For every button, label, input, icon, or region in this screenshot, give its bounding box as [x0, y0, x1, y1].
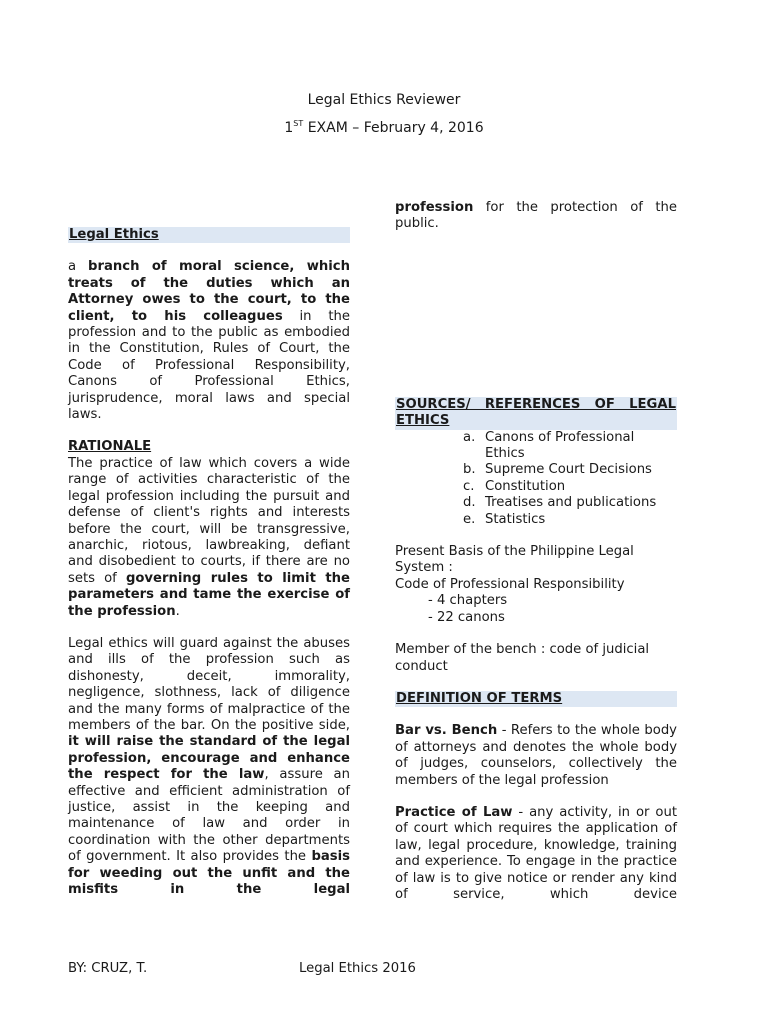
legal-ethics-definition	[68, 259, 350, 423]
definition-rest: in the profession and to the public as embodied in the Constitution, Rules of Court, the Code of Professional Responsibility, Canons of Professional Ethics, jurisprudence, moral laws and special laws.	[68, 308, 350, 423]
rationale-p2-text-a: Legal ethics will guard against the abuses and ills of the profession such as dishonesty, deceit, immorality, negligence, slothness, lack of diligence and the many forms of malpractice of the members of the bar. On the positive side,	[68, 635, 350, 733]
continued-bold: profession	[395, 200, 474, 215]
list-item-text: Statistics	[485, 511, 546, 527]
definition-bold: branch of moral science, which treats of the duties which an Attorney owes to the court, to the client, to his colleagues	[68, 259, 350, 324]
rationale-p1-end: .	[175, 603, 180, 619]
list-item	[463, 430, 677, 463]
canons-count: - 22 canons	[428, 609, 505, 625]
rationale-p1-text: The practice of law which covers a wide range of activities characteristic of the legal profession including the pursuit and defense of client's rights and interests before the court, will be transgressive, anarchic, riotous, lawbreaking, defiant and disobedient to courts, if there are no sets of	[68, 455, 350, 586]
rationale-p2-bold-1: it will raise the standard of the legal profession, encourage and enhance the respect for the law	[68, 734, 350, 783]
bench-line: Member of the bench : code of judicial conduct	[395, 642, 650, 674]
rationale-p2-text-b: , assure an effective and efficient administration of justice, assist in the keeping and maintenance of law and order in coordination with the other departments of government. It also provides the	[68, 767, 350, 865]
definition-of-terms-heading: DEFINITION OF TERMS	[395, 691, 677, 707]
practice-of-law-definition	[395, 805, 677, 903]
practice-of-law-text: - any activity, in or out of court which requires the application of law, legal procedure, knowledge, training and experience. To engage in the practice of law is to give notice or render any kind of service, which device	[395, 804, 677, 902]
rationale-p1-bold: governing rules to limit the parameters and tame the exercise of the profession	[68, 570, 350, 619]
bar-vs-bench-definition	[395, 723, 677, 789]
continued-paragraph	[395, 200, 677, 233]
list-item	[463, 512, 677, 528]
chapters-count: - 4 chapters	[428, 593, 508, 609]
list-item	[463, 462, 677, 478]
bar-vs-bench-text: - Refers to the whole body of attorneys and denotes the whole body of judges, counselors, collectively the members of the legal profession	[395, 723, 677, 788]
list-item-text: Supreme Court Decisions	[485, 462, 652, 478]
left-column	[68, 227, 350, 898]
bar-vs-bench-term: Bar vs. Bench	[395, 723, 498, 739]
list-item-text: Treatises and publications	[485, 495, 657, 511]
definition-article: a	[68, 259, 89, 275]
list-marker: c.	[463, 478, 475, 494]
present-basis-line: Present Basis of the Philippine Legal System :	[395, 544, 634, 576]
list-item-text: Constitution	[485, 478, 566, 494]
sources-heading: SOURCES/ REFERENCES OF LEGAL ETHICS	[396, 396, 676, 429]
exam-subtitle	[0, 119, 768, 136]
code-of-responsibility-line: Code of Professional Responsibility	[395, 576, 625, 592]
list-item	[463, 495, 677, 511]
document-title	[0, 92, 768, 108]
exam-date: EXAM – February 4, 2016	[303, 120, 484, 136]
rationale-p2-bold-2: basis for weeding out the unfit and the misfits in the legal	[68, 849, 350, 898]
list-marker: b.	[463, 462, 476, 478]
footer-author: BY: CRUZ, T.	[68, 961, 148, 976]
continued-rest: for the protection of the public.	[395, 200, 677, 232]
rationale-paragraph-1	[68, 456, 350, 620]
legal-ethics-heading: Legal Ethics	[68, 227, 350, 243]
exam-ordinal-suffix: ST	[293, 119, 304, 128]
right-column	[395, 200, 677, 903]
rationale-heading: RATIONALE	[68, 439, 152, 455]
rationale-paragraph-2	[68, 636, 350, 899]
list-item-text: Canons of Professional Ethics	[485, 429, 635, 462]
list-marker: e.	[463, 511, 476, 527]
list-marker: a.	[463, 429, 476, 445]
exam-number: 1	[284, 120, 294, 136]
list-item	[463, 479, 677, 495]
sources-list	[395, 430, 677, 528]
footer-center: Legal Ethics 2016	[299, 961, 416, 976]
practice-of-law-term: Practice of Law	[395, 804, 513, 820]
document-title-text: Legal Ethics Reviewer	[307, 92, 461, 108]
list-marker: d.	[463, 495, 476, 511]
